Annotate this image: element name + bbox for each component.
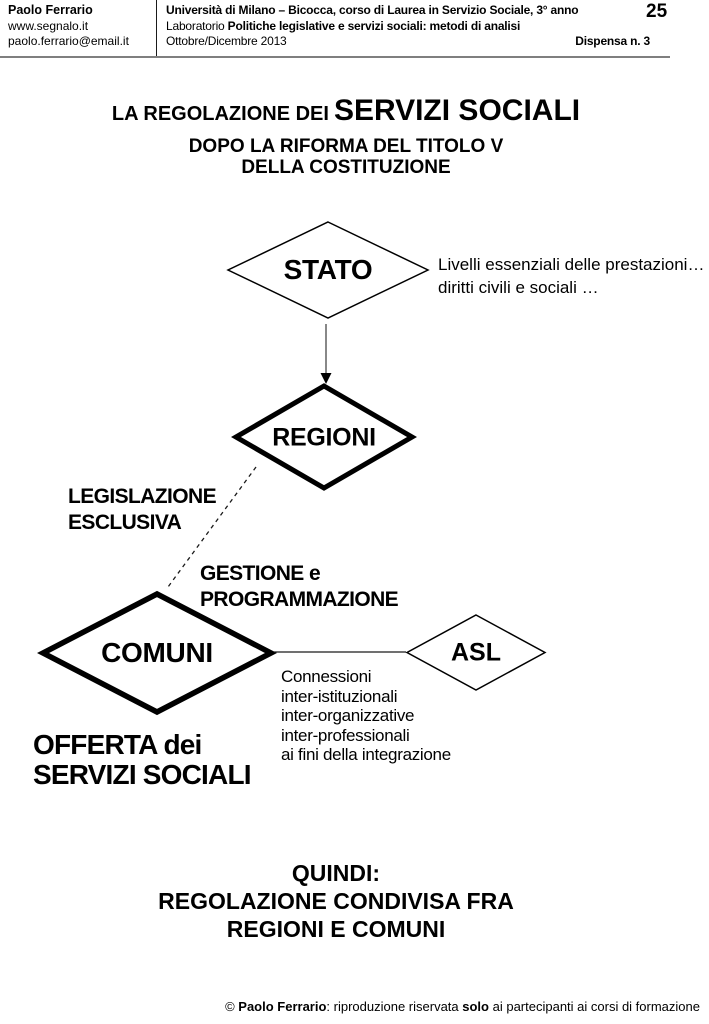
conclusion-block	[158, 859, 514, 943]
gestione-line2: PROGRAMMAZIONE	[200, 588, 399, 611]
legislazione-line1: LEGISLAZIONE	[68, 485, 216, 508]
offerta-servizi-label	[33, 730, 251, 790]
gestione-line1: GESTIONE e	[200, 562, 321, 585]
stato-annotation-line2: diritti civili e sociali …	[438, 278, 599, 297]
connessioni-line4: inter-professionali	[281, 725, 410, 745]
footer-mid: : riproduzione riservata	[326, 999, 463, 1014]
footer-author: Paolo Ferrario	[238, 999, 327, 1014]
stato-annotation-line1: Livelli essenziali delle prestazioni…	[438, 255, 705, 274]
asl-node-label: ASL	[451, 638, 501, 667]
offerta-line1: OFFERTA dei	[33, 729, 202, 760]
author-name: Paolo Ferrario	[8, 3, 93, 17]
legislazione-line2: ESCLUSIVA	[68, 511, 182, 534]
stato-annotation	[438, 253, 704, 299]
title-sub1: DOPO LA RIFORMA DEL TITOLO V	[188, 136, 504, 157]
arrowhead-down-icon	[321, 373, 332, 384]
regioni-node-label: REGIONI	[272, 423, 376, 452]
title-lead: LA REGOLAZIONE DEI	[111, 103, 329, 125]
connessioni-line2: inter-istituzionali	[281, 686, 398, 706]
conclusion-line2: REGOLAZIONE CONDIVISA FRA	[158, 888, 514, 914]
conclusion-line1: QUINDI:	[291, 860, 381, 886]
connessioni-line1: Connessioni	[281, 667, 372, 686]
footer-solo: solo	[462, 999, 489, 1014]
course-lab-title: Politiche legislative e servizi sociali: metodi di analisi	[227, 18, 521, 33]
gestione-programmazione-label	[200, 561, 398, 613]
course-line1: Università di Milano – Bicocca, corso di Laurea in Servizio Sociale, 3° anno	[166, 3, 579, 17]
stato-node-label: STATO	[283, 254, 373, 285]
course-date: Ottobre/Dicembre 2013	[166, 34, 287, 48]
copyright-footer	[225, 999, 700, 1014]
page-number: 25	[646, 1, 668, 22]
dispensa-number: Dispensa n. 3	[575, 34, 650, 48]
title-sub2: DELLA COSTITUZIONE	[241, 157, 451, 178]
offerta-line2: SERVIZI SOCIALI	[33, 759, 251, 790]
legislazione-esclusiva-label	[68, 484, 216, 536]
course-lab-prefix: Laboratorio	[166, 18, 228, 33]
connessioni-line3: inter-organizzative	[281, 706, 415, 725]
author-email: paolo.ferrario@email.it	[8, 34, 129, 48]
conclusion-line3: REGIONI E COMUNI	[226, 916, 446, 942]
connessioni-line5: ai fini della integrazione	[281, 745, 451, 764]
title-main: SERVIZI SOCIALI	[333, 94, 581, 127]
footer-copy-symbol: ©	[225, 999, 239, 1014]
connessioni-annotation	[281, 667, 451, 765]
comuni-node-label: COMUNI	[101, 637, 213, 668]
author-website: www.segnalo.it	[8, 18, 89, 33]
footer-end: ai partecipanti ai corsi di formazione	[489, 999, 700, 1014]
